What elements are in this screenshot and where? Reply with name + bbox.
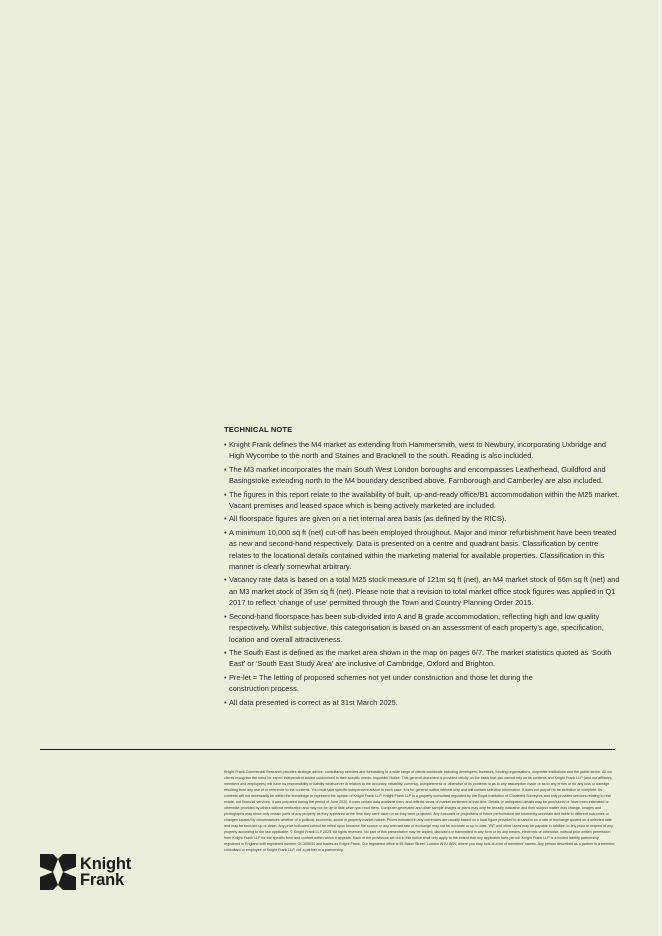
- knight-frank-logo: [40, 854, 131, 890]
- logo-wordmark-line1: Knight: [80, 855, 132, 873]
- bullet-icon: •: [224, 575, 227, 585]
- list-item-text: Pre-let = The letting of proposed schemes not yet under construction and those let during the construction process.: [229, 672, 533, 694]
- legal-disclaimer: Knight Frank Commercial Research provides strategic advice, consultancy services and forecasting to a wide range of clients worldwide including developers, investors, funding organisations, corporate institutions and the public sector. All our clients recognise the need for expert independent advice customised to their specific needs. Important Notice: This general document is provided strictly on the basis that you cannot rely on its contents and Knight Frank LLP (and our affiliates, members and employees) will have no responsibility or liability whatsoever in relation to the accuracy, reliability, currency, completeness or otherwise of its contents or as to any assumption made or as to any errors or for any loss or damage resulting from any use of or reference to the contents. You must take specific independent advice in each case. It is for general outline interest only and will contain selective information. It does not purport to be definitive or complete. Its contents will not necessarily be within the knowledge or represent the opinion of Knight Frank LLP. Knight Frank LLP is a property consultant regulated by the Royal Institution of Chartered Surveyors and only provides services relating to real estate, not financial services. It was prepared during the period of June 2020. It uses certain data available then, and reflects views of market sentiment at that time. Details or anticipated details may be provisional or have been estimated or otherwise provided by others without verification and may not be up to date when you read them. Computer-generated and other sample images or plans may only be broadly indicative and their subject matter may change. Images and photographs may show only certain parts of any property as they appeared at the time they were taken or as they were projected. Any forecasts or projections of future performance are inherently uncertain and liable to different outcomes or changes caused by circumstances whether of a political, economic, social or property market nature. Prices indicated in any currencies are usually based on a local figure provided to an and/or on a rate of exchange quoted on a selected date and may be rounded up or down. Any price indicated cannot be relied upon because the source or any relevant rate of exchange may not be accurate or up to date. VAT and other taxes may be payable in addition to any price in respect of any property according to the law applicable. © Knight Frank LLP 2025. All rights reserved. No part of this presentation may be copied, disclosed or transmitted in any form or by any means, electronic or otherwise, without prior written permission from Knight Frank LLP for the specific form and content within which it appears. Each of the provisions set out in this notice shall only apply to the extent that any applicable laws permit. Knight Frank LLP is a limited liability partnership registered in England with registered number OC305934 and trades as Knight Frank. Our registered office is 55 Baker Street, London W1U 8AN, where you may look at a list of members’ names. Any person described as a partner is a member, consultant or employee of Knight Frank LLP, not a partner in a partnership.: [224, 769, 616, 852]
- bullet-icon: •: [224, 440, 227, 449]
- bullet-icon: •: [224, 672, 227, 682]
- knight-frank-mark-icon: [40, 854, 76, 890]
- bullet-icon: •: [224, 527, 227, 537]
- list-item-text: A minimum 10,000 sq ft (net) cut-off has been employed throughout. Major and minor refurbishment have been treated as new and second-hand respectively. Data is presented on a centre and quadrant basis. Classification by centre relates to the locational details contained within the marketing material for available properties. Classification in this manner is clearly somewhat arbitrary.: [229, 527, 617, 572]
- list-item: [224, 527, 620, 573]
- logo-wordmark: [80, 856, 131, 888]
- list-item-text: Knight Frank defines the M4 market as extending from Hammersmith, west to Newbury, incorporating Uxbridge and High Wycombe to the north and Staines and Bracknell to the south. Reading is also included.: [229, 440, 606, 461]
- list-item: [224, 647, 620, 670]
- list-item-text: The figures in this report relate to the availability of built, up-and-ready office/B1 accommodation within the M25 market. Vacant premises and leased space which is being actively marketed are included.: [229, 489, 620, 511]
- technical-note-section: [224, 424, 620, 710]
- list-item: [224, 513, 620, 524]
- list-item-text: Vacancy rate data is based on a total M25 stock measure of 121m sq ft (net), an M4 market stock of 66m sq ft (net) and an M3 market stock of 39m sq ft (net). Please note that a revision to total market office stock figures was applied in Q1 2017 to reflect ‘change of use’ permitted through the Town and Country Planning Order 2015.: [229, 575, 620, 608]
- footer-divider: [40, 749, 615, 750]
- bullet-icon: •: [224, 611, 227, 621]
- technical-note-list: [224, 439, 620, 708]
- list-item-text: The South East is defined as the market area shown in the map on pages 6/7. The market statistics quoted as ‘South East’ or ‘South East Study Area’ are inclusive of Cambridge, Oxford and Brighton.: [229, 647, 612, 669]
- list-item-text: Second-hand floorspace has been sub-divided into A and B grade accommodation, reflecting high and low quality respectively. Whilst subjective, this categorisation is based on an assessment of each property’s age, specification, location and overall attractiveness.: [229, 611, 604, 644]
- bullet-icon: •: [224, 514, 227, 524]
- page-edge: [657, 0, 662, 936]
- bullet-icon: •: [224, 464, 227, 474]
- list-item: [224, 489, 620, 512]
- bullet-icon: •: [224, 697, 227, 707]
- list-item: [224, 464, 620, 487]
- list-item: [224, 574, 620, 608]
- logo-wordmark-line2: Frank: [80, 871, 124, 889]
- list-item-text: All floorspace figures are given on a net internal area basis (as defined by the RICS).: [229, 514, 507, 524]
- list-item: [224, 672, 620, 695]
- list-item: [224, 439, 620, 462]
- technical-note-title: TECHNICAL NOTE: [224, 425, 293, 434]
- list-item-text: The M3 market incorporates the main South West London boroughs and encompasses Leatherhead, Guildford and Basingstoke extending north to the M4 boundary described above. Farnborough and Camberley are also included.: [229, 464, 606, 486]
- bullet-icon: •: [224, 647, 227, 657]
- list-item: [224, 611, 620, 645]
- list-item-text: All data presented is correct as at 31st March 2025.: [229, 697, 398, 707]
- bullet-icon: •: [224, 489, 227, 499]
- list-item: [224, 697, 620, 708]
